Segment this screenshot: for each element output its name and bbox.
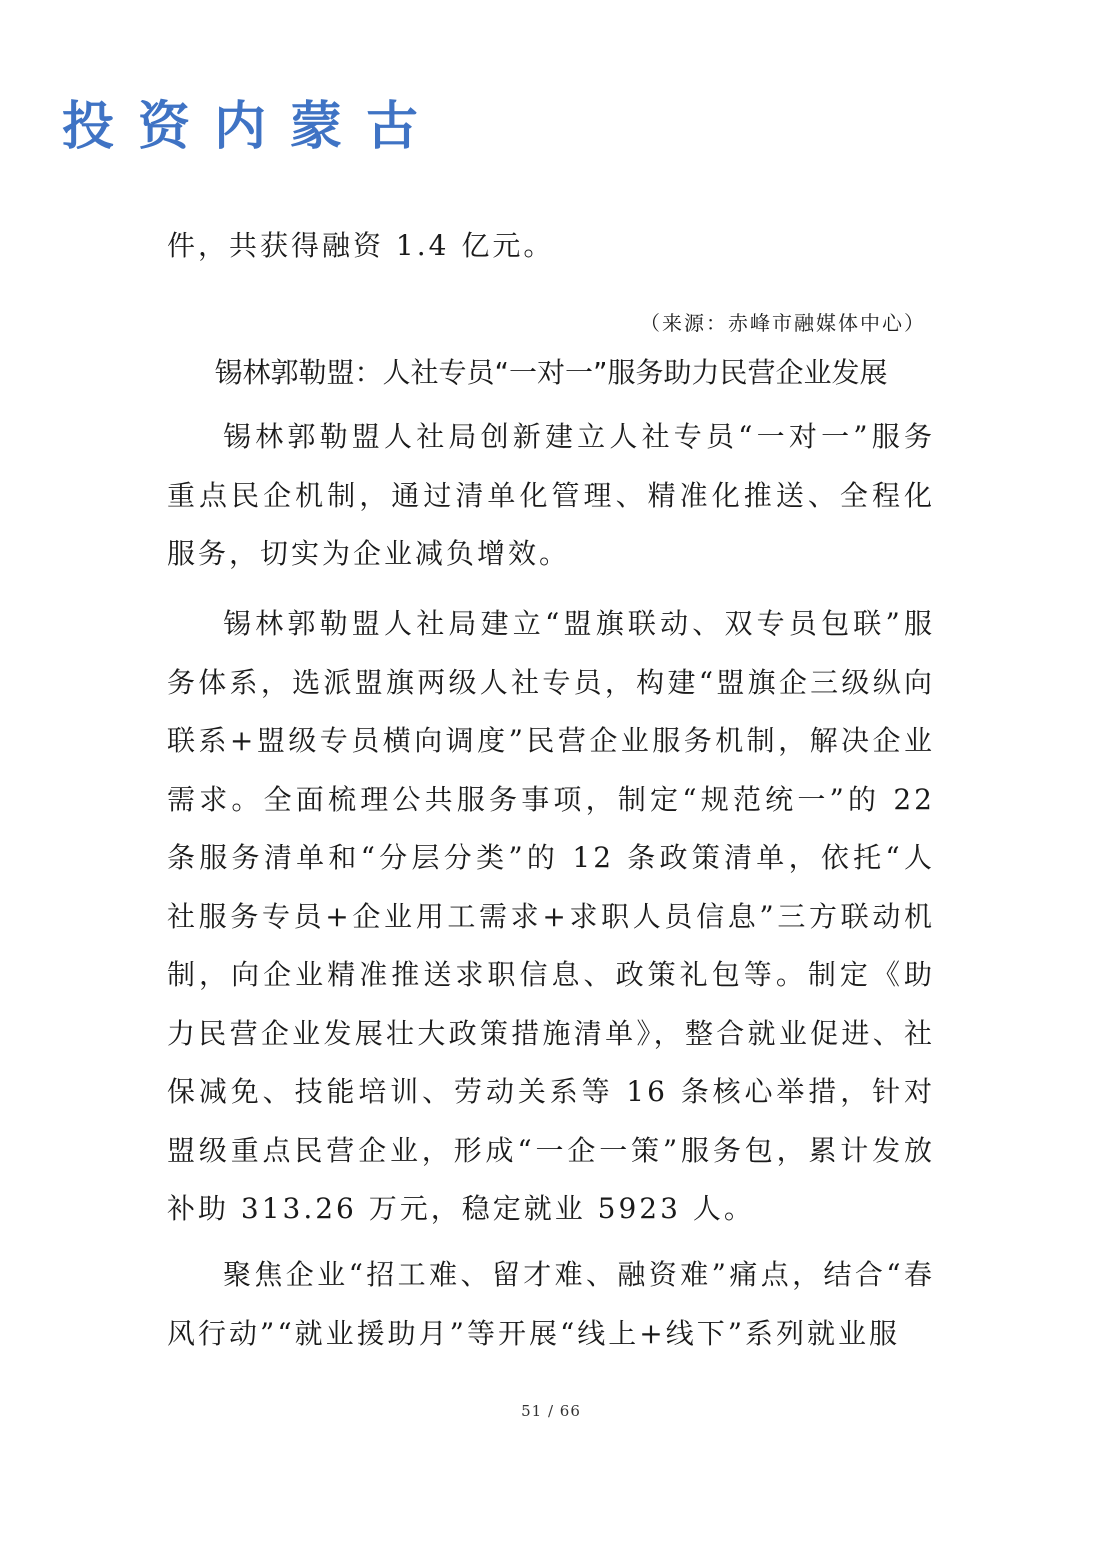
article-heading: 锡林郭勒盟：人社专员“一对一”服务助力民营企业发展 (214, 356, 888, 389)
paragraph-2: 锡林郭勒盟人社局建立“盟旗联动、双专员包联”服务体系，选派盟旗两级人社专员，构建“盟旗企三级纵向联系+盟级专员横向调度”民营企业服务机制，解决企业需求。全面梳理公共服务事项，制定“规范统一”的 22 条服务清单和“分层分类”的 12 条政策清单，依托“人社服务专员+企业用工需求+求职人员信息”三方联动机制，向企业精准推送求职信息、政策礼包等。制定《助力民营企业发展壮大政策措施清单》，整合就业促进、社保减免、技能培训、劳动关系等 16 条核心举措，针对盟级重点民营企业，形成“一企一策”服务包，累计发放补助 313.26 万元，稳定就业 5923 人。 (167, 607, 935, 1225)
masthead-title: 投资内蒙古 (62, 96, 443, 157)
paragraph-3: 聚焦企业“招工难、留才难、融资难”痛点，结合“春风行动”“就业援助月”等开展“线上+线下”系列就业服 (167, 1258, 935, 1350)
paragraph-1: 锡林郭勒盟人社局创新建立人社专员“一对一”服务重点民企机制，通过清单化管理、精准化推送、全程化服务，切实为企业减负增效。 (167, 420, 935, 570)
page-number: 51 / 66 (521, 1402, 581, 1420)
source-attribution: （来源：赤峰市融媒体中心） (640, 311, 926, 335)
continuation-text: 件，共获得融资 1.4 亿元。 (167, 229, 555, 262)
